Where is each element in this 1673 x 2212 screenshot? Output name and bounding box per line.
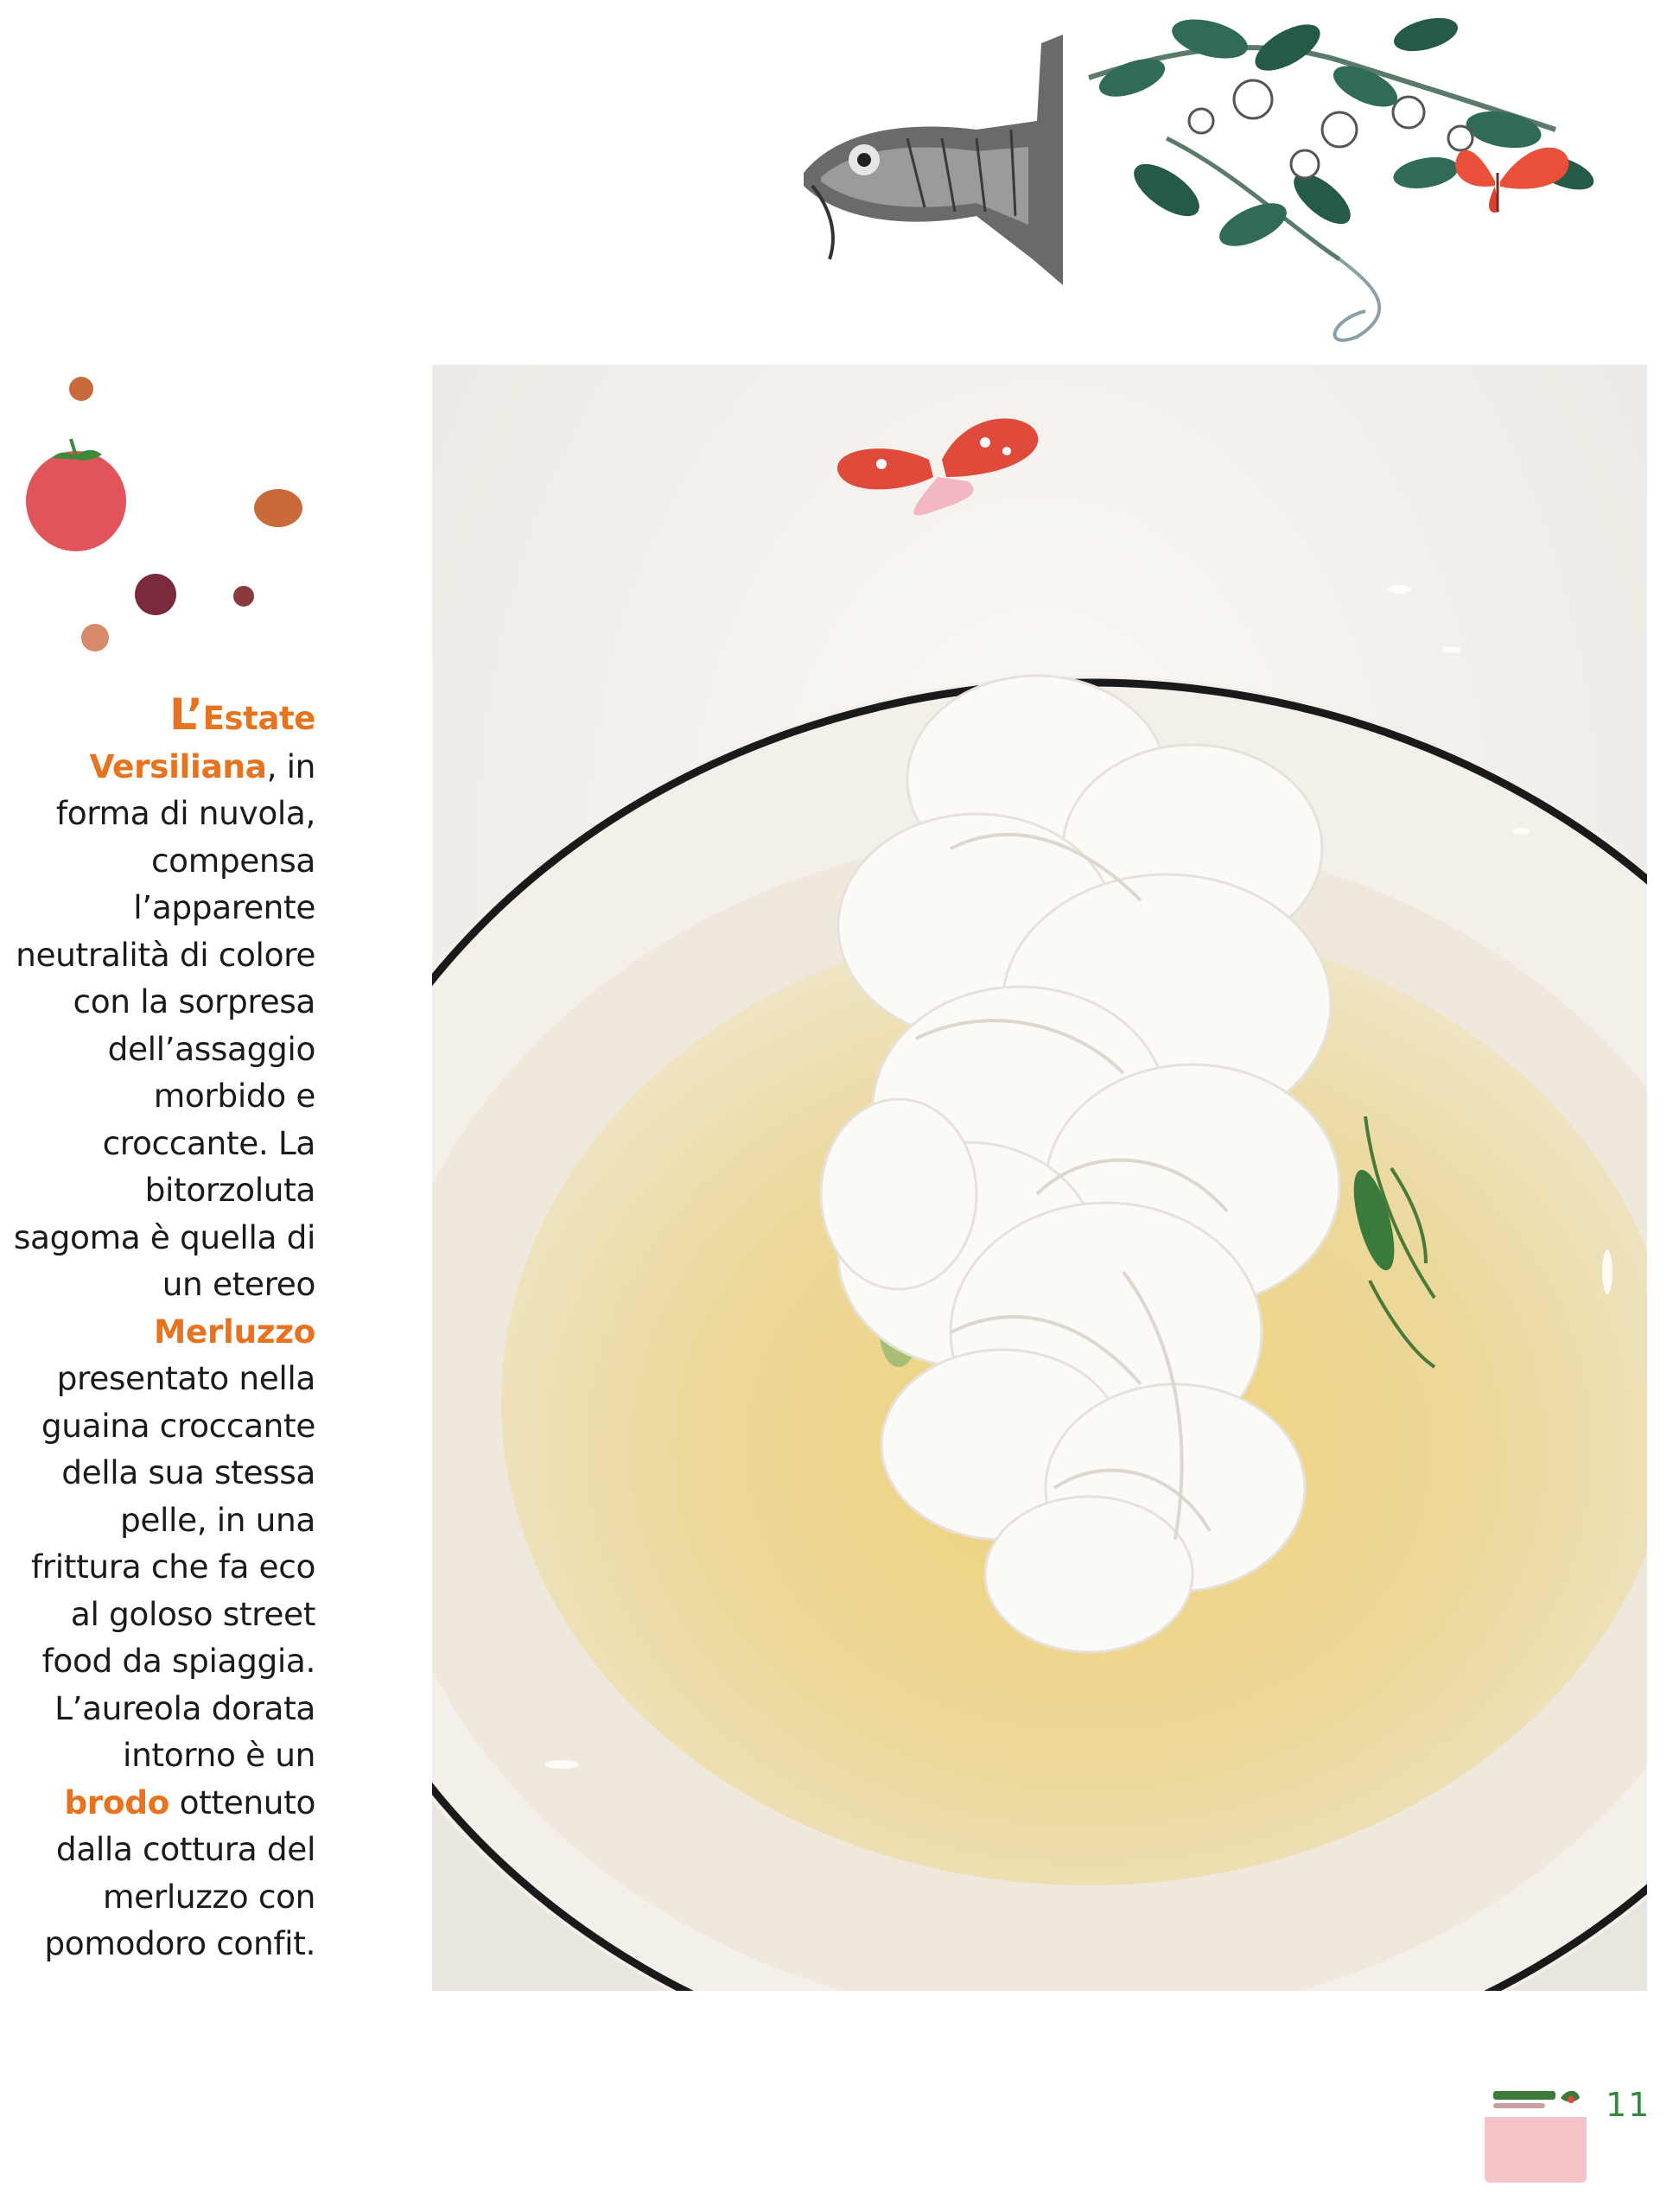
page-number: 11 — [1606, 2086, 1651, 2124]
dot — [135, 574, 176, 615]
paragraph-part-2: presentato nella guaina croccante della sua stessa pelle, in una frittura che fa eco al goloso street food da spiaggia. L’aureola dorata intorno è un — [30, 1359, 315, 1774]
article-text — [9, 691, 315, 1967]
dot — [81, 624, 109, 652]
title-l: L’ — [169, 690, 203, 740]
title-versiliana: Versiliana — [89, 747, 267, 785]
highlight-merluzzo: Merluzzo — [153, 1312, 315, 1351]
magazine-logo — [1485, 2079, 1587, 2183]
paragraph-part-3: ottenuto dalla cottura del merluzzo con pomodoro confit. — [44, 1783, 315, 1962]
highlight-brodo: brodo — [64, 1783, 170, 1821]
dot — [69, 377, 93, 401]
title-estate: Estate — [202, 700, 315, 737]
magazine-logo-graphic — [1485, 2079, 1587, 2183]
paragraph-part-1: , in forma di nuvola, compensa l’apparente neutralità di colore con la sorpresa dell’assaggio morbido e croccante. La bitorzoluta sagoma è quella di un etereo — [13, 747, 315, 1303]
dish-photo — [432, 365, 1647, 1991]
dot — [233, 586, 254, 607]
dot — [254, 489, 302, 527]
header-illustration — [804, 0, 1668, 363]
decorative-dots — [0, 363, 328, 691]
tomato-icon — [26, 439, 126, 551]
dish-illustration — [432, 365, 1647, 1991]
butterfly-illustration — [1455, 148, 1568, 213]
fish-illustration — [804, 35, 1063, 285]
